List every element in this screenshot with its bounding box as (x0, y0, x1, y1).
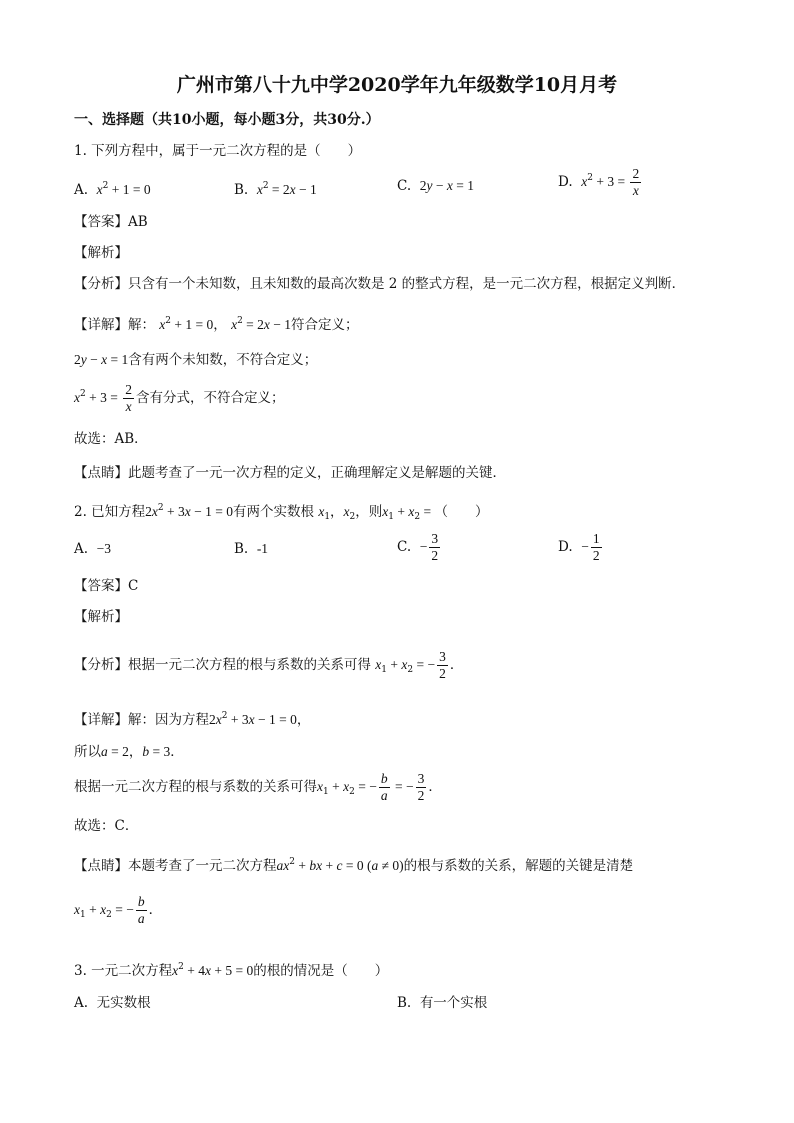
q1-option-c: C. 2y − x = 1 (397, 178, 474, 194)
q1-line-c: 2y − x = 1含有两个未知数，不符合定义； (74, 352, 318, 368)
q1-conclusion: 故选：AB． (74, 431, 148, 447)
page-title: 广州市第八十九中学2020学年九年级数学10月月考 (176, 74, 618, 96)
q2-option-b: B. -1 (234, 541, 269, 557)
q1-option-b: B. $x^2 = 2x - 1$ (234, 181, 317, 198)
q2-analysis-tag: 【解析】 (74, 609, 128, 625)
q1-option-d: D. $x^2 + 3$ = $\frac{2}{x}$ (558, 166, 640, 198)
q2-conclusion: 故选：C． (74, 818, 139, 834)
q1-answer: 【答案】AB (74, 214, 148, 230)
q1-xiangjie: 【详解】解： $x^2 + 1 = 0$， $x^2 = 2x - 1$符合定义； (74, 316, 359, 333)
q2-key-formula: $x_1 + x_2$ = − $\frac{b}{a}$ ． (74, 894, 163, 926)
q1-dianjing: 【点睛】此题考查了一元一次方程的定义，正确理解定义是解题的关键． (74, 465, 506, 481)
q2-genju: 根据一元二次方程的根与系数的关系可得$x_1 + x_2$ = − $\frac{b}{a}$ = − $\frac{3}{2}$ ． (74, 771, 442, 803)
q3-option-a: A. 无实数根 (74, 995, 151, 1011)
q2-dianjing: 【点睛】本题考查了一元二次方程$ax^2$ + bx + c = 0 (a ≠ 0)的根与系数的关系，解题的关键是清楚 (74, 857, 634, 874)
q3-stem: 3. 一元二次方程$x^2 + 4x + 5 = 0$的根的情况是（ ） (74, 962, 389, 979)
q1-line-d: $x^2 + 3$ = $\frac{2}{x}$ 含有分式，不符合定义； (74, 382, 285, 414)
q2-option-c: C. − $\frac{3}{2}$ (397, 531, 439, 563)
q1-option-a: A. $x^2 + 1 = 0$ (74, 181, 151, 198)
q1-stem: 1. 下列方程中，属于一元二次方程的是（ ） (74, 143, 362, 159)
q2-option-d: D. − $\frac{1}{2}$ (558, 531, 600, 563)
q2-xiangjie: 【详解】解：因为方程$2x^2 + 3x - 1 = 0$， (74, 711, 311, 728)
q3-option-b: B. 有一个实根 (397, 995, 488, 1011)
section-heading-choice: 一、选择题（共10小题，每小题3分，共30分.） (74, 112, 380, 128)
q2-stem: 2. 已知方程$2x^2 + 3x - 1 = 0$有两个实数根 $x_1$，$x_2$，则$x_1 + x_2$ = （ ） (74, 503, 489, 522)
q2-fenxi: 【分析】根据一元二次方程的根与系数的关系可得 $x_1 + x_2$ = − $\frac{3}{2}$ ． (74, 649, 464, 681)
q1-fenxi: 【分析】只含有一个未知数，且未知数的最高次数是 2 的整式方程，是一元二次方程，根据定义判断． (74, 276, 686, 292)
q2-answer: 【答案】C (74, 578, 139, 594)
q1-analysis-tag: 【解析】 (74, 245, 128, 261)
q2-suoyi: 所以a = 2，b = 3． (74, 744, 184, 760)
q2-option-a: A. −3 (74, 541, 112, 557)
